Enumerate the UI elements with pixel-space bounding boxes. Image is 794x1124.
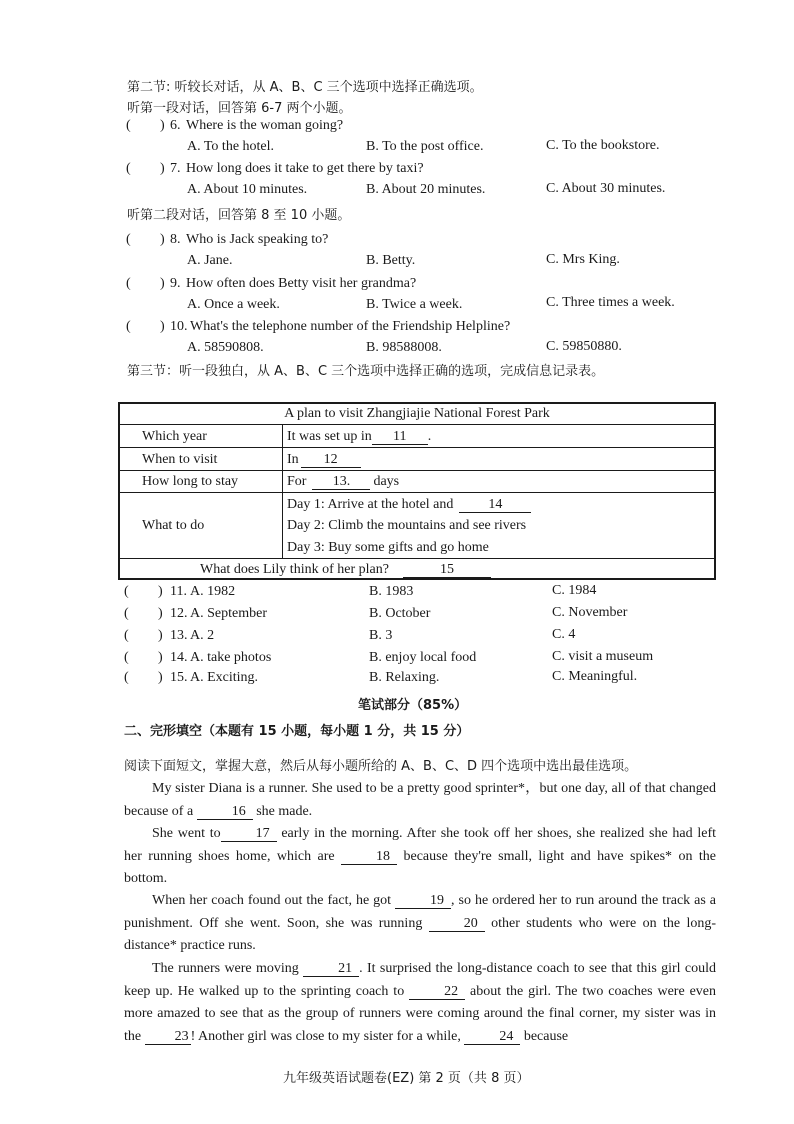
- passage-text: , so he ordered her to run around the track as a punishment. Off she went. Soon, she was running: [124, 893, 717, 931]
- passage-paragraph-2: [124, 823, 716, 891]
- option-a: A. 2: [190, 628, 215, 643]
- passage-paragraph-3: [124, 890, 716, 958]
- cloze-instructions: 阅读下面短文，掌握大意，然后从每小题所给的 A、B、C、D 四个选项中选出最佳选项。: [124, 759, 638, 774]
- question-number: 8.: [170, 232, 181, 247]
- blank-13: 13.: [312, 475, 370, 490]
- answer-paren-open: (: [126, 319, 131, 334]
- answer-paren-open: (: [126, 276, 131, 291]
- answer-paren-open: (: [124, 584, 129, 599]
- plan-table-footer: [200, 562, 491, 578]
- page-footer: 九年级英语试题卷(EZ) 第 2 页（共 8 页）: [283, 1071, 530, 1086]
- option-c: C. 1984: [552, 583, 597, 598]
- question-number: 10.: [170, 319, 188, 334]
- plan-table: [118, 402, 716, 580]
- option-b: B. To the post office.: [366, 139, 484, 154]
- row-value-prefix: In: [287, 452, 299, 467]
- section3-title: 第三节：听一段独白，从 A、B、C 三个选项中选择正确的选项，完成信息记录表。: [127, 364, 605, 379]
- option-c: C. 4: [552, 627, 576, 642]
- answer-paren-open: (: [124, 628, 129, 643]
- answer-paren-close: ): [160, 319, 165, 334]
- answer-paren-open: (: [124, 606, 129, 621]
- day-1-text: Day 1: Arrive at the hotel and: [287, 497, 454, 512]
- question-number: 12.: [170, 606, 188, 621]
- passage-text: early in the morning. After she took off her shoes, she realized she had left her running shoes home, which are: [124, 826, 717, 864]
- question-text: What's the telephone number of the Friendship Helpline?: [190, 319, 511, 334]
- passage-text: about the girl. The two coaches were even more amazed to see that as the group of runners were coming around the final corner, my sister was in the: [124, 983, 717, 1044]
- passage-text: because they're small, light and have spikes* on the bottom.: [124, 848, 716, 886]
- plan-table-title: A plan to visit Zhangjiajie National Forest Park: [284, 406, 550, 421]
- blank-16: 16: [197, 805, 253, 820]
- answer-paren-open: (: [126, 232, 131, 247]
- day-1: [287, 497, 531, 513]
- question-text: Where is the woman going?: [186, 118, 344, 133]
- answer-paren-open: (: [126, 118, 131, 133]
- dialog2-instruction: 听第二段对话，回答第 8 至 10 小题。: [127, 208, 351, 223]
- option-c: C. Meaningful.: [552, 669, 638, 684]
- table-rule: [120, 424, 714, 425]
- blank-14: 14: [459, 498, 531, 513]
- question-number: 13.: [170, 628, 188, 643]
- section2-title: 第二节: 听较长对话，从 A、B、C 三个选项中选择正确选项。: [127, 80, 483, 95]
- option-a: A. To the hotel.: [187, 139, 275, 154]
- passage-text: The runners were moving: [152, 961, 299, 976]
- option-c: C. Mrs King.: [546, 252, 620, 267]
- option-a: A. 1982: [190, 584, 236, 599]
- question-number: 11.: [170, 584, 187, 599]
- row-value-prefix: It was set up in: [287, 429, 372, 444]
- answer-paren-close: ): [158, 606, 163, 621]
- question-text: Who is Jack speaking to?: [186, 232, 329, 247]
- row-label-what-to-do: What to do: [142, 518, 205, 533]
- answer-paren-close: ): [158, 670, 163, 685]
- day-3: Day 3: Buy some gifts and go home: [287, 540, 489, 555]
- question-number: 14.: [170, 650, 188, 665]
- option-b: B. 3: [369, 628, 393, 643]
- question-number: 15.: [170, 670, 188, 685]
- table-rule: [120, 558, 714, 559]
- row-value-which-year: [287, 429, 431, 445]
- passage-text: other students who were on the long-distance* practice runs.: [124, 915, 717, 953]
- table-column-rule: [282, 424, 283, 558]
- question-text: How often does Betty visit her grandma?: [186, 276, 417, 291]
- answer-paren-close: ): [160, 161, 165, 176]
- passage-text: My sister Diana is a runner. She used to be a pretty good sprinter*，but one day, all of that changed because of a: [124, 781, 716, 819]
- row-value-suffix: .: [427, 429, 432, 444]
- answer-paren-close: ): [158, 628, 163, 643]
- blank-22: 22: [409, 985, 465, 1000]
- option-a: A. About 10 minutes.: [187, 182, 308, 197]
- blank-12: 12: [301, 453, 361, 468]
- passage-text: because: [523, 1028, 569, 1044]
- option-c: C. November: [552, 605, 628, 620]
- option-b: B. Relaxing.: [369, 670, 440, 685]
- answer-paren-open: (: [126, 161, 131, 176]
- row-label-how-long: How long to stay: [142, 474, 239, 489]
- row-value-how-long: [287, 474, 399, 490]
- blank-21: 21: [303, 962, 359, 977]
- question-number: 9.: [170, 276, 181, 291]
- blank-18: 18: [341, 850, 397, 865]
- option-a: A. 58590808.: [187, 340, 264, 355]
- passage-text: She went to: [152, 826, 221, 841]
- option-b: B. enjoy local food: [369, 650, 477, 665]
- blank-24: 24: [464, 1030, 520, 1045]
- answer-paren-close: ): [158, 584, 163, 599]
- table-rule: [120, 492, 714, 493]
- blank-17: 17: [221, 827, 277, 842]
- option-c: C. visit a museum: [552, 649, 654, 664]
- answer-paren-close: ): [160, 232, 165, 247]
- option-a: A. Once a week.: [187, 297, 280, 312]
- option-b: B. Twice a week.: [366, 297, 463, 312]
- row-value-when-to-visit: [287, 452, 361, 468]
- table-rule: [120, 470, 714, 471]
- blank-23: 23: [145, 1030, 191, 1045]
- question-text: How long does it take to get there by taxi?: [186, 161, 424, 176]
- blank-20: 20: [429, 917, 485, 932]
- passage-text: ! Another girl was close to my sister for a while,: [190, 1028, 461, 1044]
- table-rule: [120, 447, 714, 448]
- passage-text: When her coach found out the fact, he got: [152, 893, 392, 908]
- option-c: C. Three times a week.: [546, 295, 675, 310]
- blank-11: 11: [372, 430, 428, 445]
- question-number: 6.: [170, 118, 181, 133]
- option-a: A. Exciting.: [190, 670, 259, 685]
- blank-15: 15: [403, 563, 491, 578]
- option-a: A. Jane.: [187, 253, 233, 268]
- option-b: B. 98588008.: [366, 340, 442, 355]
- option-c: C. To the bookstore.: [546, 138, 660, 153]
- passage-paragraph-4: [124, 958, 716, 1048]
- passage-text: . It surprised the long-distance coach to see that this girl could keep up. He walked up to the sprinting coach to: [124, 961, 717, 999]
- row-label-when-to-visit: When to visit: [142, 452, 218, 467]
- option-b: B. Betty.: [366, 253, 416, 268]
- answer-paren-close: ): [158, 650, 163, 665]
- footer-question: What does Lily think of her plan?: [200, 562, 389, 577]
- option-b: B. About 20 minutes.: [366, 182, 486, 197]
- option-b: B. 1983: [369, 584, 414, 599]
- option-a: A. September: [190, 606, 267, 621]
- option-c: C. About 30 minutes.: [546, 181, 666, 196]
- option-b: B. October: [369, 606, 431, 621]
- answer-paren-open: (: [124, 650, 129, 665]
- part2-title: 二、完形填空（本题有 15 小题，每小题 1 分，共 15 分）: [124, 724, 470, 739]
- answer-paren-open: (: [124, 670, 129, 685]
- option-c: C. 59850880.: [546, 339, 622, 354]
- passage-text: she made.: [256, 803, 313, 819]
- answer-paren-close: ): [160, 276, 165, 291]
- row-label-which-year: Which year: [142, 429, 207, 444]
- passage-paragraph-1: [124, 778, 716, 823]
- option-a: A. take photos: [190, 650, 272, 665]
- answer-paren-close: ): [160, 118, 165, 133]
- day-2: Day 2: Climb the mountains and see rivers: [287, 518, 527, 533]
- row-value-suffix: days: [373, 474, 400, 489]
- dialog1-instruction: 听第一段对话，回答第 6-7 两个小题。: [127, 101, 352, 116]
- blank-19: 19: [395, 894, 451, 909]
- row-value-prefix: For: [287, 474, 307, 489]
- written-section-heading: 笔试部分（85%）: [358, 698, 468, 713]
- question-number: 7.: [170, 161, 181, 176]
